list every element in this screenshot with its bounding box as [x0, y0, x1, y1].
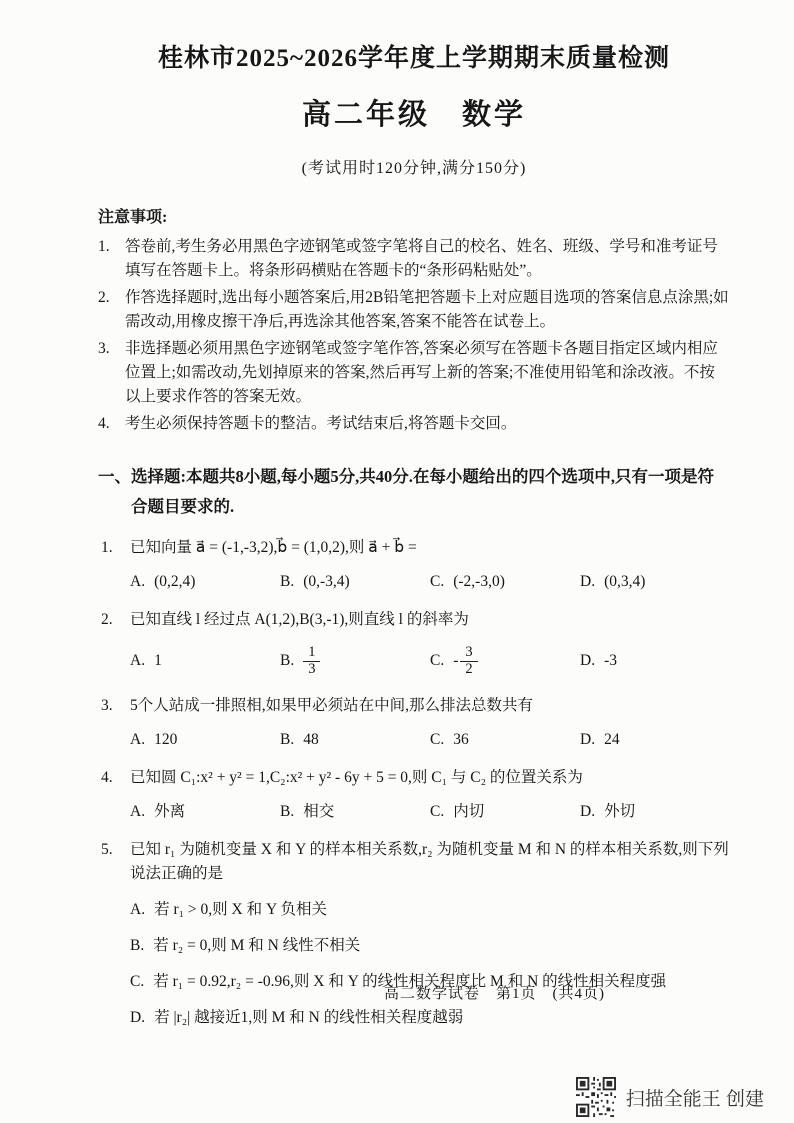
option-text: (0,3,4)	[604, 572, 646, 590]
question-body	[130, 766, 730, 825]
option-d	[580, 649, 730, 674]
option-c	[430, 800, 580, 825]
notice-item-2	[98, 286, 730, 334]
option-label: A.	[130, 651, 146, 669]
option-text: 相交	[303, 802, 335, 820]
option-d	[580, 728, 730, 753]
question-3	[98, 694, 730, 753]
question-1	[98, 536, 730, 595]
question-number: 1.	[101, 538, 113, 556]
option-a	[130, 728, 280, 753]
notice-item-4	[98, 412, 730, 436]
option-text: 48	[303, 731, 319, 749]
notice-text: 考生必须保持答题卡的整洁。考试结束后,将答题卡交回。	[125, 414, 517, 432]
option-label: A.	[130, 802, 146, 820]
fraction-denominator: 3	[303, 661, 320, 678]
fraction-denominator: 2	[460, 661, 477, 678]
question-number: 4.	[101, 768, 113, 786]
question-4-options	[130, 800, 730, 825]
fraction	[303, 645, 320, 678]
option-d	[580, 570, 730, 595]
minus-sign: -	[453, 651, 459, 669]
notice-number: 4.	[98, 414, 110, 432]
option-label: B.	[280, 572, 295, 590]
option-label: A.	[130, 731, 146, 749]
notice-section	[98, 206, 730, 436]
question-stem: 5个人站成一排照相,如果甲必须站在中间,那么排法总数共有	[130, 697, 534, 715]
option-text: 若 r₁ > 0,则 X 和 Y 负相关	[154, 901, 327, 919]
option-a	[130, 898, 730, 923]
option-text: 36	[453, 731, 469, 749]
camscanner-watermark	[576, 1077, 764, 1117]
question-stem: 已知 r₁ 为随机变量 X 和 Y 的样本相关系数,r₂ 为随机变量 M 和 N 的样本相关系数,则下列说法正确的是	[130, 840, 729, 883]
section-marker: 一、	[98, 466, 131, 486]
notice-text: 答卷前,考生务必用黑色字迹钢笔或签字笔将自己的校名、姓名、班级、学号和准考证号填写在答题卡上。将条形码横贴在答题卡的“条形码粘贴处”。	[125, 237, 718, 279]
option-text: 若 r₁ = 0.92,r₂ = -0.96,则 X 和 Y 的线性相关程度比 M 和 N 的线性相关程度强	[153, 972, 667, 990]
question-stem: 已知圆 C₁:x² + y² = 1,C₂:x² + y² - 6y + 5 = 0,则 C₁ 与 C₂ 的位置关系为	[130, 768, 583, 786]
question-5-options	[130, 898, 730, 1030]
option-label: C.	[430, 651, 445, 669]
question-body	[130, 536, 730, 595]
question-1-options	[130, 570, 730, 595]
multiple-choice-section	[98, 462, 730, 1030]
option-label: C.	[130, 972, 145, 990]
option-text: 120	[154, 731, 178, 749]
option-label: D.	[580, 651, 596, 669]
option-text: 1	[154, 651, 162, 669]
option-label: B.	[130, 936, 145, 954]
watermark-text: 扫描全能王 创建	[625, 1088, 764, 1110]
option-text: (0,-3,4)	[303, 572, 350, 590]
option-c	[430, 728, 580, 753]
question-stem: 已知直线 l 经过点 A(1,2),B(3,-1),则直线 l 的斜率为	[130, 610, 469, 628]
option-label: C.	[430, 731, 445, 749]
option-label: D.	[580, 572, 596, 590]
option-label: C.	[430, 572, 445, 590]
option-a	[130, 800, 280, 825]
option-label: D.	[580, 731, 596, 749]
option-text: 外切	[604, 802, 636, 820]
option-text: 若 |r₂| 越接近1,则 M 和 N 的线性相关程度越弱	[154, 1008, 464, 1026]
grade-subject-title: 高二年级 数学	[301, 99, 526, 131]
option-text: (0,2,4)	[154, 572, 196, 590]
fraction	[460, 645, 477, 678]
option-text: -3	[604, 651, 617, 669]
question-2-options	[130, 641, 730, 681]
question-stem: 已知向量 a⃗ = (-1,-3,2),b⃗ = (1,0,2),则 a⃗ + b⃗ =	[130, 538, 417, 556]
option-b	[130, 934, 730, 959]
option-c	[430, 570, 580, 595]
notice-number: 2.	[98, 288, 110, 306]
notice-text: 作答选择题时,选出每小题答案后,用2B铅笔把答题卡上对应题目选项的答案信息点涂黑;如需改动,用橡皮擦干净后,再选涂其他答案,答案不能答在试卷上。	[125, 288, 729, 330]
option-b	[280, 570, 430, 595]
option-a	[130, 570, 280, 595]
option-b	[280, 645, 430, 678]
option-text: 外离	[154, 802, 186, 820]
option-label: C.	[430, 802, 445, 820]
question-body	[130, 608, 730, 682]
section-heading-text: 选择题:本题共8小题,每小题5分,共40分.在每小题给出的四个选项中,只有一项是符合题目要求的.	[131, 466, 714, 517]
option-label: B.	[280, 731, 295, 749]
option-label: D.	[580, 802, 596, 820]
option-label: A.	[130, 572, 146, 590]
option-label: A.	[130, 901, 146, 919]
option-label: D.	[130, 1008, 146, 1026]
notice-item-1	[98, 235, 730, 283]
exam-header	[98, 38, 730, 178]
fraction-numerator: 1	[308, 643, 316, 660]
page-title: 桂林市2025~2026学年度上学期期末质量检测	[157, 45, 670, 72]
option-b	[280, 728, 430, 753]
option-b	[280, 800, 430, 825]
option-text: 内切	[453, 802, 485, 820]
qr-code	[576, 1077, 616, 1117]
option-a	[130, 649, 280, 674]
notice-number: 3.	[98, 339, 110, 357]
option-label: B.	[280, 651, 295, 669]
option-d	[580, 800, 730, 825]
exam-duration-info: (考试用时120分钟,满分150分)	[301, 160, 527, 177]
section-heading	[98, 462, 730, 523]
notice-number: 1.	[98, 237, 110, 255]
question-3-options	[130, 728, 730, 753]
notice-heading: 注意事项:	[98, 209, 168, 226]
page-footer: 高二数学试卷 第1页 (共4页)	[384, 986, 605, 1002]
question-body	[130, 694, 730, 753]
option-d	[130, 1006, 730, 1031]
question-number: 2.	[101, 610, 113, 628]
question-number: 3.	[101, 697, 113, 715]
question-4	[98, 766, 730, 825]
option-text: 若 r₂ = 0,则 M 和 N 线性不相关	[153, 936, 361, 954]
question-number: 5.	[101, 840, 113, 858]
fraction-numerator: 3	[465, 643, 473, 660]
option-label: B.	[280, 802, 295, 820]
option-c	[430, 645, 580, 678]
option-text: (-2,-3,0)	[453, 572, 505, 590]
notice-item-3	[98, 337, 730, 409]
notice-text: 非选择题必须用黑色字迹钢笔或签字笔作答,答案必须写在答题卡各题目指定区域内相应位置上;如需改动,先划掉原来的答案,然后再写上新的答案;不准使用铅笔和涂改液。不按以上要求作答的答案无效。	[125, 339, 718, 405]
question-2	[98, 608, 730, 682]
option-text: 24	[604, 731, 620, 749]
